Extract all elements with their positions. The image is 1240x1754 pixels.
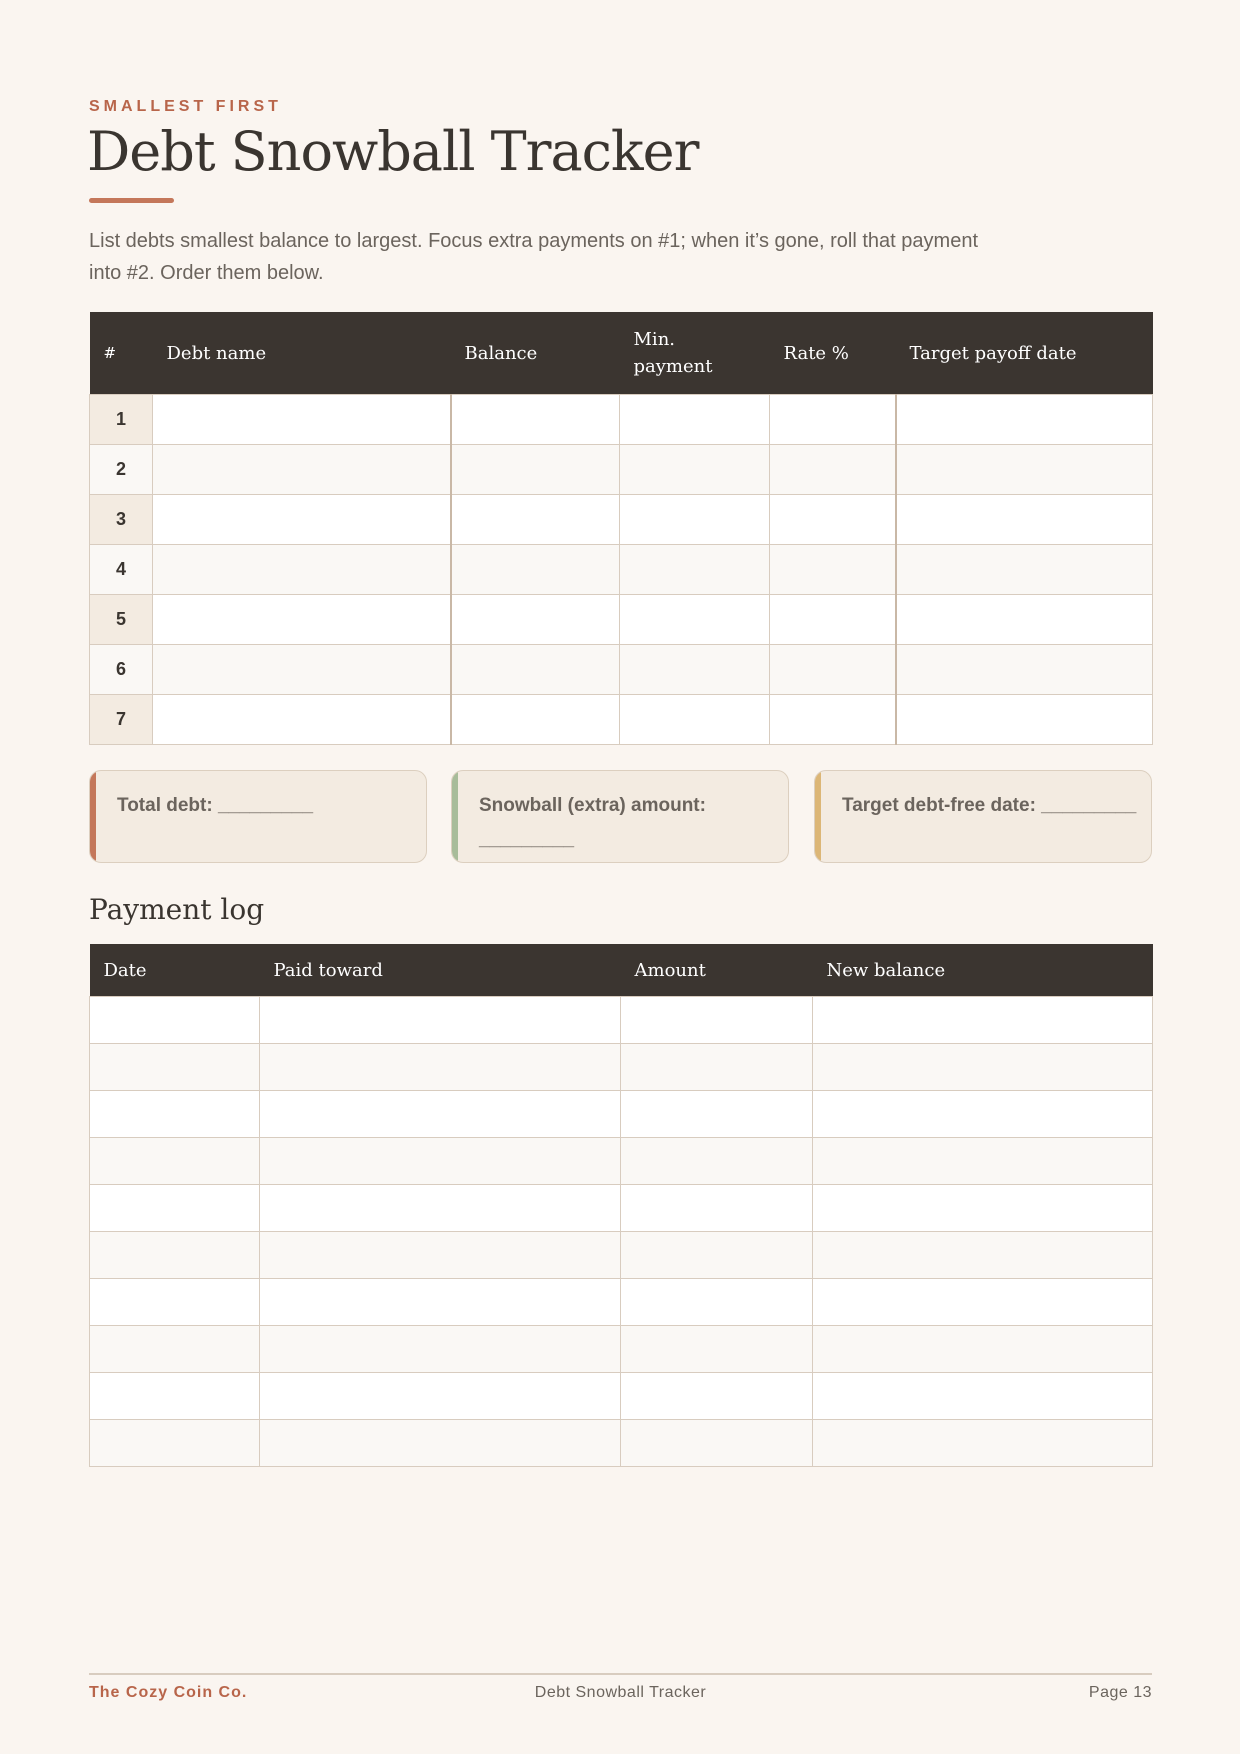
target-payoff-date-cell[interactable] xyxy=(896,495,1153,545)
paid-toward-cell[interactable] xyxy=(260,1420,621,1467)
target-payoff-date-cell[interactable] xyxy=(896,645,1153,695)
footer-doc-title: Debt Snowball Tracker xyxy=(534,1684,707,1701)
paid-toward-cell[interactable] xyxy=(260,1185,621,1232)
page-title: Debt Snowball Tracker xyxy=(87,120,699,183)
intro-text: List debts smallest balance to largest. Focus extra payments on #1; when it’s gone, roll that payment into #2. Order them below. xyxy=(89,230,978,284)
min-payment-cell[interactable] xyxy=(620,645,770,695)
column-header-rate: Rate % xyxy=(770,312,896,395)
new-balance-cell[interactable] xyxy=(813,1279,1153,1326)
rate-cell[interactable] xyxy=(770,445,896,495)
column-header-number: # xyxy=(90,312,153,395)
paid-toward-cell[interactable] xyxy=(260,1138,621,1185)
log-row xyxy=(90,1232,1153,1279)
log-row xyxy=(90,997,1153,1044)
debt-row xyxy=(90,395,1153,445)
column-header-target-payoff-date: Target payoff date xyxy=(896,312,1153,395)
debt-row xyxy=(90,545,1153,595)
min-payment-cell[interactable] xyxy=(620,545,770,595)
footer-divider xyxy=(89,1673,1152,1675)
date-cell[interactable] xyxy=(90,1091,260,1138)
footer-brand: The Cozy Coin Co. xyxy=(89,1684,248,1701)
paid-toward-cell[interactable] xyxy=(260,997,621,1044)
new-balance-cell[interactable] xyxy=(813,1373,1153,1420)
footer-page-number: Page 13 xyxy=(1088,1684,1152,1701)
column-header-date: Date xyxy=(90,944,260,997)
debt-name-cell[interactable] xyxy=(153,645,451,695)
date-cell[interactable] xyxy=(90,1420,260,1467)
rate-cell[interactable] xyxy=(770,695,896,745)
eyebrow-label: SMALLEST FIRST xyxy=(89,98,282,115)
total-debt-label: Total debt: _________ xyxy=(117,795,314,816)
amount-cell[interactable] xyxy=(621,1232,813,1279)
log-row xyxy=(90,1138,1153,1185)
amount-cell[interactable] xyxy=(621,1373,813,1420)
balance-cell[interactable] xyxy=(451,495,620,545)
worksheet-page xyxy=(89,0,1152,1754)
balance-cell[interactable] xyxy=(451,545,620,595)
debt-name-cell[interactable] xyxy=(153,495,451,545)
debt-row xyxy=(90,445,1153,495)
amount-cell[interactable] xyxy=(621,1091,813,1138)
row-number: 3 xyxy=(90,495,153,545)
paid-toward-cell[interactable] xyxy=(260,1232,621,1279)
debt-table xyxy=(89,312,1153,745)
box-accent-bar xyxy=(452,771,458,862)
log-row xyxy=(90,1091,1153,1138)
new-balance-cell[interactable] xyxy=(813,1420,1153,1467)
min-payment-cell[interactable] xyxy=(620,395,770,445)
target-payoff-date-cell[interactable] xyxy=(896,395,1153,445)
date-cell[interactable] xyxy=(90,1326,260,1373)
column-header-balance: Balance xyxy=(451,312,620,395)
debt-free-date-label: Target debt-free date: _________ xyxy=(842,795,1137,816)
paid-toward-cell[interactable] xyxy=(260,1044,621,1091)
new-balance-cell[interactable] xyxy=(813,1138,1153,1185)
date-cell[interactable] xyxy=(90,1373,260,1420)
debt-name-cell[interactable] xyxy=(153,395,451,445)
amount-cell[interactable] xyxy=(621,1326,813,1373)
new-balance-cell[interactable] xyxy=(813,1091,1153,1138)
log-row xyxy=(90,1279,1153,1326)
log-row xyxy=(90,1185,1153,1232)
row-number: 7 xyxy=(90,695,153,745)
debt-row xyxy=(90,695,1153,745)
summary-boxes xyxy=(89,770,1152,864)
new-balance-cell[interactable] xyxy=(813,1232,1153,1279)
balance-cell[interactable] xyxy=(451,445,620,495)
paid-toward-cell[interactable] xyxy=(260,1279,621,1326)
new-balance-cell[interactable] xyxy=(813,1185,1153,1232)
paid-toward-cell[interactable] xyxy=(260,1326,621,1373)
date-cell[interactable] xyxy=(90,1185,260,1232)
date-cell[interactable] xyxy=(90,1279,260,1326)
min-payment-cell[interactable] xyxy=(620,695,770,745)
snowball-amount-label: Snowball (extra) amount: _________ xyxy=(479,795,706,850)
log-row xyxy=(90,1326,1153,1373)
balance-cell[interactable] xyxy=(451,595,620,645)
paid-toward-cell[interactable] xyxy=(260,1373,621,1420)
payment-log-table xyxy=(89,944,1153,1467)
row-number: 5 xyxy=(90,595,153,645)
box-accent-bar xyxy=(815,771,821,862)
log-row xyxy=(90,1044,1153,1091)
rate-cell[interactable] xyxy=(770,645,896,695)
balance-cell[interactable] xyxy=(451,395,620,445)
row-number: 2 xyxy=(90,445,153,495)
payment-log-title: Payment log xyxy=(89,893,265,926)
row-number: 4 xyxy=(90,545,153,595)
rate-cell[interactable] xyxy=(770,395,896,445)
payment-log-header xyxy=(90,944,1153,997)
title-underline xyxy=(89,198,174,203)
debt-row xyxy=(90,645,1153,695)
amount-cell[interactable] xyxy=(621,1138,813,1185)
box-accent-bar xyxy=(90,771,96,862)
target-payoff-date-cell[interactable] xyxy=(896,545,1153,595)
debt-row xyxy=(90,595,1153,645)
rate-cell[interactable] xyxy=(770,545,896,595)
target-payoff-date-cell[interactable] xyxy=(896,445,1153,495)
amount-cell[interactable] xyxy=(621,1279,813,1326)
debt-name-cell[interactable] xyxy=(153,595,451,645)
column-header-paid-toward: Paid toward xyxy=(260,944,621,997)
date-cell[interactable] xyxy=(90,1044,260,1091)
min-payment-cell[interactable] xyxy=(620,595,770,645)
new-balance-cell[interactable] xyxy=(813,997,1153,1044)
min-payment-cell[interactable] xyxy=(620,495,770,545)
debt-name-cell[interactable] xyxy=(153,445,451,495)
amount-cell[interactable] xyxy=(621,1044,813,1091)
balance-cell[interactable] xyxy=(451,645,620,695)
min-payment-cell[interactable] xyxy=(620,445,770,495)
row-number: 1 xyxy=(90,395,153,445)
log-row xyxy=(90,1373,1153,1420)
column-header-debt-name: Debt name xyxy=(153,312,451,395)
debt-name-cell[interactable] xyxy=(153,545,451,595)
date-cell[interactable] xyxy=(90,1138,260,1185)
debt-name-cell[interactable] xyxy=(153,695,451,745)
log-row xyxy=(90,1420,1153,1467)
amount-cell[interactable] xyxy=(621,1420,813,1467)
new-balance-cell[interactable] xyxy=(813,1044,1153,1091)
snowball-amount-box[interactable] xyxy=(451,770,789,863)
target-payoff-date-cell[interactable] xyxy=(896,695,1153,745)
amount-cell[interactable] xyxy=(621,1185,813,1232)
column-header-new-balance: New balance xyxy=(813,944,1153,997)
column-header-min-payment: Min. payment xyxy=(620,312,770,395)
debt-row xyxy=(90,495,1153,545)
debt-free-date-box[interactable] xyxy=(814,770,1152,863)
target-payoff-date-cell[interactable] xyxy=(896,595,1153,645)
amount-cell[interactable] xyxy=(621,997,813,1044)
balance-cell[interactable] xyxy=(451,695,620,745)
date-cell[interactable] xyxy=(90,997,260,1044)
rate-cell[interactable] xyxy=(770,595,896,645)
rate-cell[interactable] xyxy=(770,495,896,545)
paid-toward-cell[interactable] xyxy=(260,1091,621,1138)
row-number: 6 xyxy=(90,645,153,695)
total-debt-box[interactable] xyxy=(89,770,427,863)
new-balance-cell[interactable] xyxy=(813,1326,1153,1373)
debt-table-header xyxy=(90,312,1153,395)
column-header-amount: Amount xyxy=(621,944,813,997)
date-cell[interactable] xyxy=(90,1232,260,1279)
